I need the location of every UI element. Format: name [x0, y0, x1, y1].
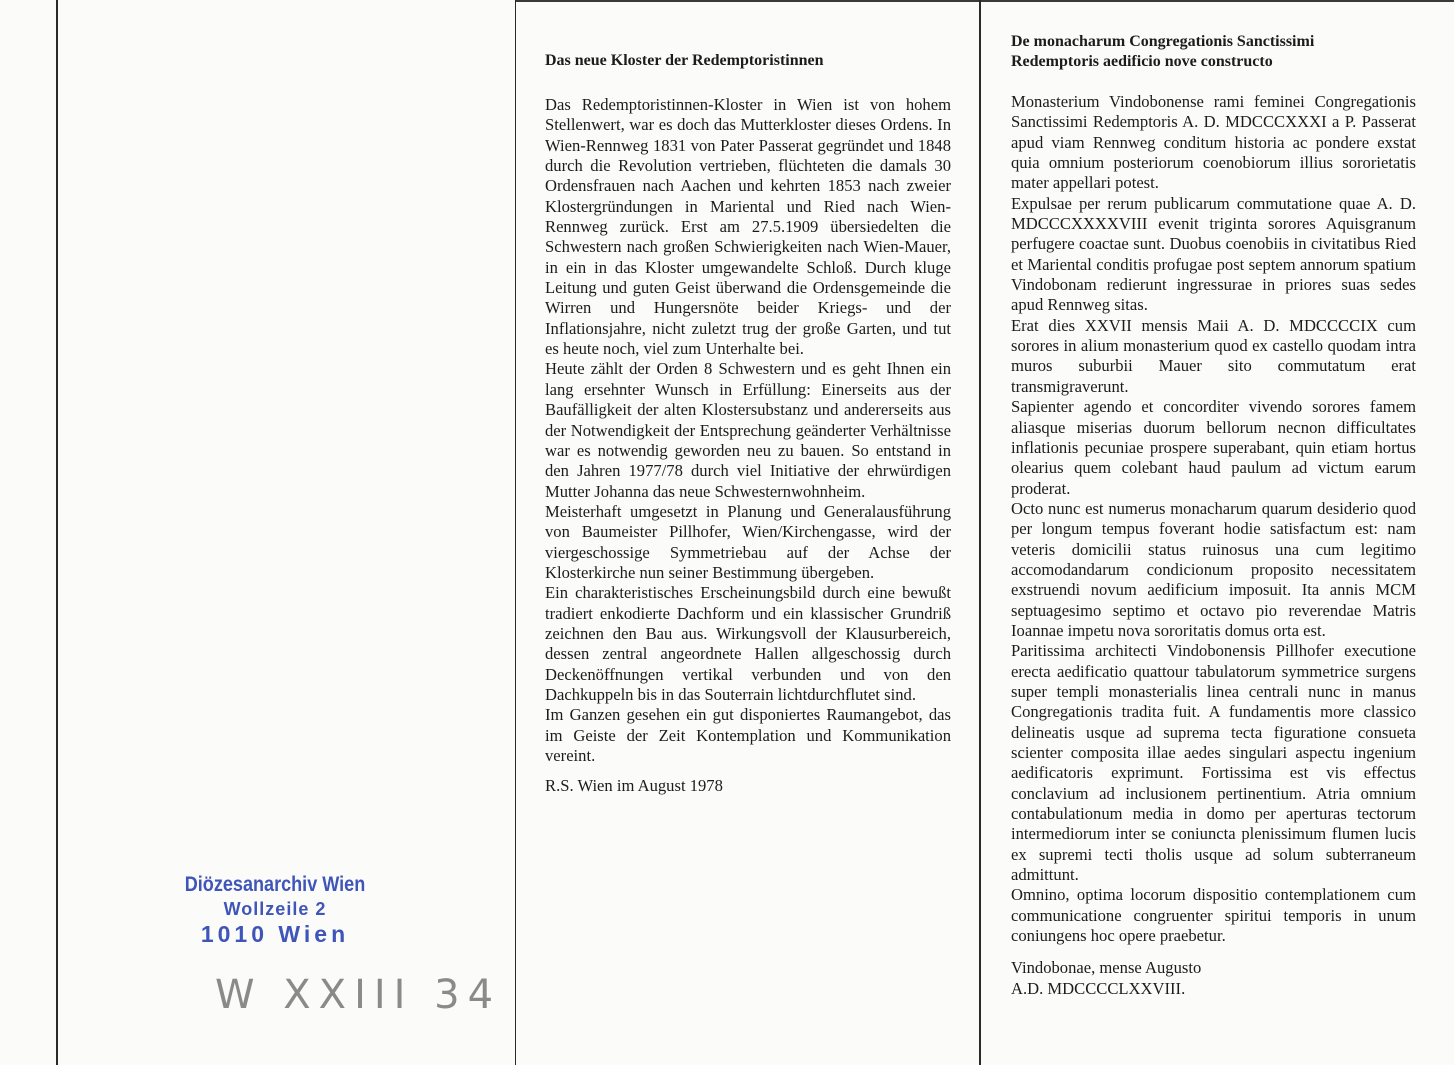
latin-paragraph: Expulsae per rerum publicarum commutatione quae A. D. MDCCCXXXXVIII evenit triginta sorores Aquisgranum perfugere coactae sunt. Duobus coenobiis in civitatibus Ried et Mariental conditis profugae post septem annorum spatium Vindobonam redierunt ingressurae in priores suas sedes apud Rennweg sitas. [1011, 193, 1416, 315]
top-edge-middle [516, 0, 979, 2]
handwritten-call-number: W XXIII 34 [215, 972, 502, 1018]
latin-title-line-1: De monacharum Congregationis Sanctissimi [1011, 33, 1315, 50]
latin-paragraph: Octo nunc est numerus monacharum quarum desiderio quod per longum tempus foverant hodie satisfactum est: nam veteris domicilii status ruinosus una cum legitimo accomodandarum condicionum proposito necessitatem exstruendi novum aedificium imposuit. Ita annis MCM septuagesimo septimo et octavo pio reverendae Matris Ioannae impetu nova sororitatis domus orta est. [1011, 498, 1416, 640]
latin-signature [1011, 958, 1416, 999]
latin-signature-line-2: A.D. MDCCCCLXXVIII. [1011, 978, 1186, 998]
latin-paragraph: Erat dies XXVII mensis Maii A. D. MDCCCCIX cum sorores in alium monasterium quod ex castello quodam intra muros suburbii Mauer sito commutatum erat transmigraverunt. [1011, 315, 1416, 396]
stamp-line-2: Wollzeile 2 [223, 899, 327, 919]
latin-paragraph: Omnino, optima locorum dispositio contemplationem cum communicatione congruenter spiritui temporis in unum coniungens hoc opere praebetur. [1011, 885, 1416, 946]
latin-paragraph: Sapienter agendo et concorditer vivendo sorores famem aliasque miserias duorum bellorum necnon difficultates inflationis pecuniae prospere superabant, quin etiam hortus olearius quem colebant haud paulum ad victum earum proderat. [1011, 397, 1416, 498]
german-paragraph: Im Ganzen gesehen ein gut disponiertes Raumangebot, das im Geiste der Zeit Kontemplation und Kommunikation vereint. [545, 705, 951, 765]
archive-stamp [170, 872, 380, 948]
german-paragraph: Meisterhaft umgesetzt in Planung und Generalausführung von Baumeister Pillhofer, Wien/Kirchengasse, wird der viergeschossige Symmetriebau auf der Achse der Klosterkirche nun seiner Bestimmung übergeben. [545, 501, 951, 582]
fold-line-middle [515, 0, 516, 1065]
german-paragraph: Heute zählt der Orden 8 Schwestern und es geht Ihnen ein lang ersehnter Wunsch in Erfüllung: Einerseits aus der Baufälligkeit der alten Klostersubstanz und andererseits aus der Notwendigkeit der Entsprechung geänderter Verhältnisse war es notwendig geworden neu zu bauen. So entstand in den Jahren 1977/78 durch viel Initiative der ehrwürdigen Mutter Johanna das neue Schwesternwohnheim. [545, 359, 951, 501]
stamp-line-3: 1010 Wien [200, 921, 350, 947]
top-edge-right [981, 0, 1454, 2]
latin-body [1011, 92, 1416, 946]
german-signature: R.S. Wien im August 1978 [545, 776, 723, 796]
latin-paragraph: Monasterium Vindobonense rami feminei Congregationis Sanctissimi Redemptoris A. D. MDCCCXXXI a P. Passerat apud viam Rennweg conditum historia ac pondere exstat quia omnium posteriorum coenobiorum illius sororietatis mater appellari potest. [1011, 92, 1416, 193]
latin-column [1011, 32, 1416, 999]
german-column [545, 51, 951, 797]
german-paragraph: Ein charakteristisches Erscheinungsbild durch eine bewußt tradiert enkodierte Dachform und ein klassischer Grundriß zeichnen den Bau aus. Wirkungsvoll der Klausurbereich, dessen zentral angeordnete Hallen allgeschossig durch Deckenöffnungen vertikal verbunden und von den Dachkuppeln bis in das Souterrain lichtdurchflutet sind. [545, 583, 951, 704]
latin-title [1011, 32, 1416, 72]
latin-title-line-2: Redemptoris aedificio nove constructo [1011, 53, 1273, 70]
stamp-line-1: Diözesanarchiv Wien [184, 873, 366, 896]
german-paragraph: Das Redemptoristinnen-Kloster in Wien ist von hohem Stellenwert, war es doch das Mutterkloster dieses Ordens. In Wien-Rennweg 1831 von Pater Passerat gegründet und 1848 durch die Revolution vertrieben, flüchteten die damals 30 Ordensfrauen nach Aachen und kehrten 1853 nach zweier Klostergründungen in Mariental und Ried nach Wien-Rennweg zurück. Erst am 27.5.1909 übersiedelten die Schwestern nach großen Schwierigkeiten nach Wien-Mauer, in ein in das Kloster umgewandelte Schloß. Durch kluge Leitung und guten Geist überwand die Ordensgemeinde die Wirren und Hungersnöte beider Kriegs- und der Inflationsjahre, nicht zuletzt trug der große Garten, und tut es heute noch, viel zum Unterhalte bei. [545, 95, 951, 359]
german-title: Das neue Kloster der Redemptoristinnen [545, 52, 824, 69]
latin-signature-line-1: Vindobonae, mense Augusto [1011, 958, 1202, 978]
latin-paragraph: Paritissima architecti Vindobonensis Pillhofer executione erecta aedificatio quattour tabulatorum symmetrice surgens super templi monasterialis linea centrali nunc in manus Congregationis tradita fuit. A fundamentis more classico delineatis usque ad suprema tecta figuratione consueta scienter composita illae aedes singulari aspectu ingenium aedificatoris exprimunt. Fortissima est vis effectus conclavium ad inclusionem pertinentium. Atria omnium contabulationum media in domo per aperturas tectorum intermediorum inter se coniuncta plenissimum flumen lucis ex supremi tecti tholis usque ad solum subterraneum admittunt. [1011, 641, 1416, 885]
fold-line-right [979, 0, 981, 1065]
fold-line-left [56, 0, 58, 1065]
german-body [545, 95, 951, 766]
